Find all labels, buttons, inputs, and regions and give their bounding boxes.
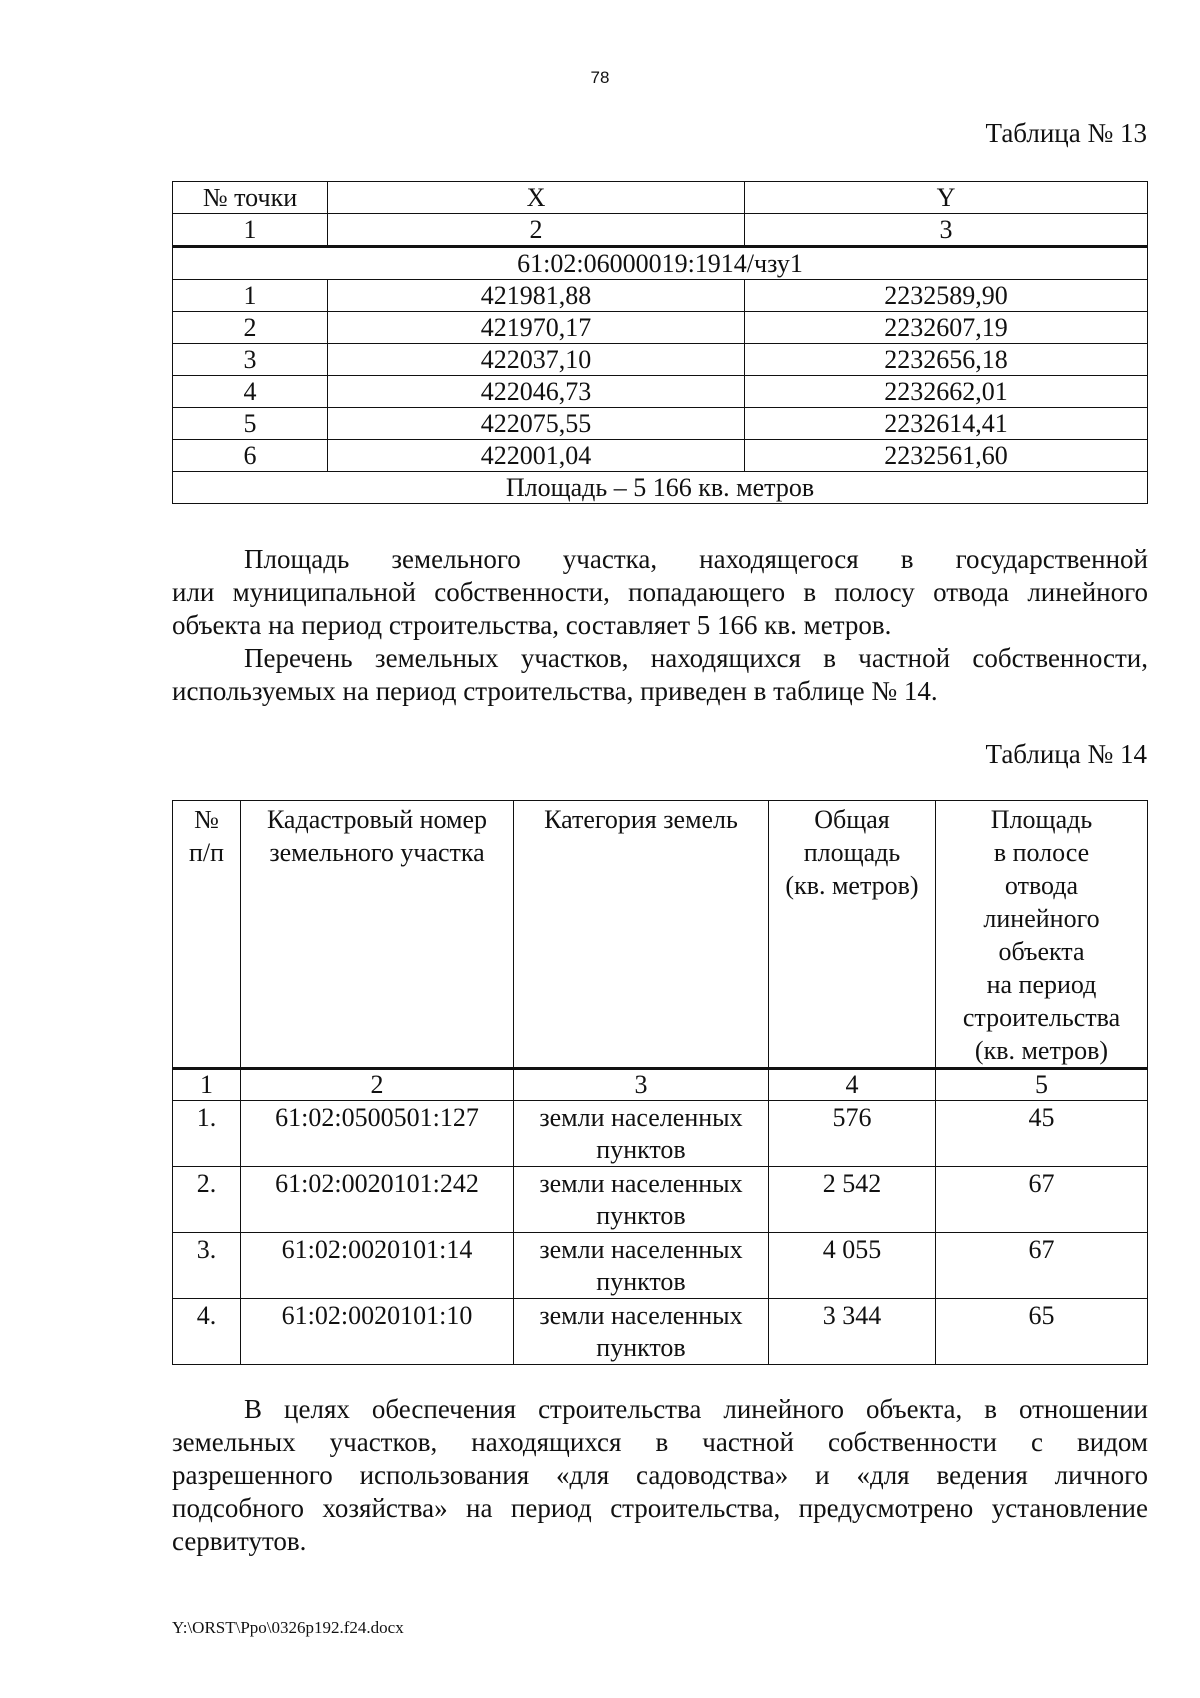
y-value: 2232589,90 <box>745 280 1148 312</box>
header-line: площадь <box>803 838 901 867</box>
point-number: 3 <box>173 344 328 376</box>
row-number: 2. <box>173 1167 241 1233</box>
table-row <box>173 1101 1148 1167</box>
header-strip-area <box>936 801 1148 1069</box>
x-value: 422075,55 <box>328 408 745 440</box>
category-line: пунктов <box>596 1267 686 1296</box>
y-value: 2232561,60 <box>745 440 1148 472</box>
table-row <box>173 344 1148 376</box>
category-line: земли населенных <box>539 1169 743 1198</box>
col-number: 2 <box>328 214 745 247</box>
col-number: 1 <box>173 214 328 247</box>
y-value: 2232662,01 <box>745 376 1148 408</box>
table-row <box>173 1167 1148 1233</box>
page-number: 78 <box>590 68 610 87</box>
column-number-row <box>173 214 1148 247</box>
x-value: 422046,73 <box>328 376 745 408</box>
header-line: п/п <box>188 838 225 867</box>
col-number: 2 <box>241 1069 514 1101</box>
coordinates-table <box>172 181 1148 504</box>
y-value: 2232614,41 <box>745 408 1148 440</box>
col-number: 4 <box>769 1069 936 1101</box>
table-14-caption: Таблица № 14 <box>985 739 1147 769</box>
category-line: земли населенных <box>539 1301 743 1330</box>
area-total: Площадь – 5 166 кв. метров <box>173 472 1148 504</box>
x-value: 421970,17 <box>328 312 745 344</box>
table-row <box>173 1299 1148 1365</box>
text-line: Площадь земельного участка, находящегося в государственной <box>244 544 1148 574</box>
category-line: пунктов <box>596 1333 686 1362</box>
private-land-table <box>172 800 1148 1365</box>
col-number: 3 <box>514 1069 769 1101</box>
row-number: 1. <box>173 1101 241 1167</box>
file-path-footer: Y:\ORST\Ppo\0326p192.f24.docx <box>172 1618 404 1637</box>
strip-area: 67 <box>936 1233 1148 1299</box>
col-number: 3 <box>745 214 1148 247</box>
header-line: в полосе <box>993 838 1090 867</box>
category-line: земли населенных <box>539 1235 743 1264</box>
strip-area: 65 <box>936 1299 1148 1365</box>
land-category <box>514 1299 769 1365</box>
table-row <box>173 1233 1148 1299</box>
cadastral-number: 61:02:0020101:10 <box>241 1299 514 1365</box>
paragraph-area-state-land <box>172 543 1148 642</box>
col-number: 1 <box>173 1069 241 1101</box>
header-line: Кадастровый номер <box>266 805 488 834</box>
text-line: Перечень земельных участков, находящихся в частной собственности, <box>244 643 1148 673</box>
header-line: № <box>194 805 219 834</box>
text-line: подсобного хозяйства» на период строительства, предусмотрено установление <box>172 1493 1148 1523</box>
total-row <box>173 472 1148 504</box>
header-line: Общая <box>814 805 890 834</box>
header-line: Площадь <box>990 805 1093 834</box>
header-number <box>173 801 241 1069</box>
header-line: земельного участка <box>269 838 485 867</box>
header-point: № точки <box>173 182 328 214</box>
point-number: 5 <box>173 408 328 440</box>
total-area: 2 542 <box>769 1167 936 1233</box>
table-header-row <box>173 182 1148 214</box>
y-value: 2232607,19 <box>745 312 1148 344</box>
table-header-row <box>173 801 1148 1069</box>
header-y: Y <box>745 182 1148 214</box>
header-line: (кв. метров) <box>974 1036 1109 1065</box>
text-line: разрешенного использования «для садоводства» и «для ведения личного <box>172 1460 1148 1490</box>
header-line: строительства <box>962 1003 1121 1032</box>
text-line: объекта на период строительства, составляет 5 166 кв. метров. <box>172 610 892 640</box>
table-row <box>173 312 1148 344</box>
point-number: 1 <box>173 280 328 312</box>
land-category <box>514 1233 769 1299</box>
point-number: 4 <box>173 376 328 408</box>
category-line: пунктов <box>596 1201 686 1230</box>
table-row <box>173 280 1148 312</box>
cadastral-number: 61:02:0020101:14 <box>241 1233 514 1299</box>
header-total-area <box>769 801 936 1069</box>
cadastral-section: 61:02:06000019:1914/чзу1 <box>173 247 1148 280</box>
category-line: земли населенных <box>539 1103 743 1132</box>
paragraph-private-land-list <box>172 642 1148 708</box>
text-line: земельных участков, находящихся в частной собственности с видом <box>172 1427 1148 1457</box>
land-category <box>514 1101 769 1167</box>
header-line: объекта <box>998 937 1085 966</box>
x-value: 422001,04 <box>328 440 745 472</box>
cadastral-number: 61:02:0500501:127 <box>241 1101 514 1167</box>
cadastral-number: 61:02:0020101:242 <box>241 1167 514 1233</box>
land-category <box>514 1167 769 1233</box>
section-row <box>173 247 1148 280</box>
x-value: 422037,10 <box>328 344 745 376</box>
table-13-caption: Таблица № 13 <box>985 118 1147 148</box>
row-number: 4. <box>173 1299 241 1365</box>
column-number-row <box>173 1069 1148 1101</box>
header-line: отвода <box>1004 871 1079 900</box>
header-line: (кв. метров) <box>785 871 919 900</box>
header-category <box>514 801 769 1069</box>
paragraph-servitude <box>172 1393 1148 1558</box>
header-line: на период <box>986 970 1097 999</box>
header-x: X <box>328 182 745 214</box>
y-value: 2232656,18 <box>745 344 1148 376</box>
table-row <box>173 408 1148 440</box>
header-cadastral <box>241 801 514 1069</box>
strip-area: 67 <box>936 1167 1148 1233</box>
table-row <box>173 376 1148 408</box>
table-row <box>173 440 1148 472</box>
point-number: 2 <box>173 312 328 344</box>
text-line: используемых на период строительства, приведен в таблице № 14. <box>172 676 938 706</box>
point-number: 6 <box>173 440 328 472</box>
col-number: 5 <box>936 1069 1148 1101</box>
category-line: пунктов <box>596 1135 686 1164</box>
text-line: В целях обеспечения строительства линейного объекта, в отношении <box>244 1394 1148 1424</box>
total-area: 4 055 <box>769 1233 936 1299</box>
text-line: или муниципальной собственности, попадающего в полосу отвода линейного <box>172 577 1148 607</box>
header-line: Категория земель <box>544 805 738 834</box>
total-area: 3 344 <box>769 1299 936 1365</box>
header-line: линейного <box>983 904 1100 933</box>
text-line: сервитутов. <box>172 1526 307 1556</box>
x-value: 421981,88 <box>328 280 745 312</box>
row-number: 3. <box>173 1233 241 1299</box>
strip-area: 45 <box>936 1101 1148 1167</box>
total-area: 576 <box>769 1101 936 1167</box>
